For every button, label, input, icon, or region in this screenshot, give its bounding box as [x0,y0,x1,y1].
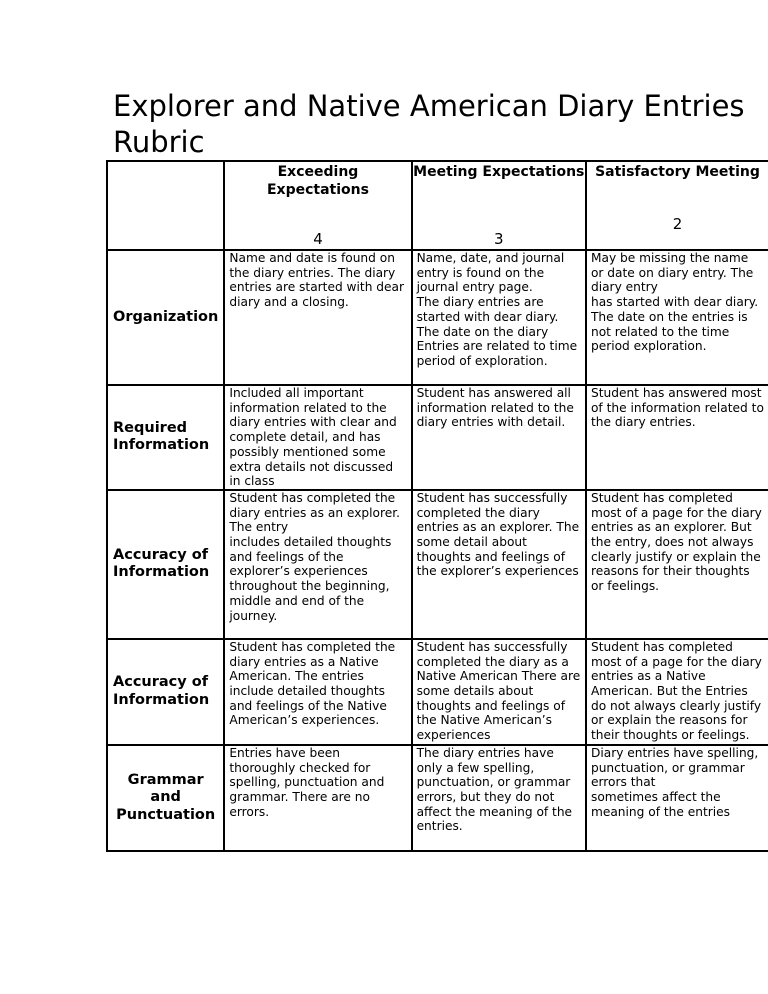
header-label: Meeting Expectations [413,164,585,180]
header-satisfactory [586,161,768,250]
table-row [107,250,768,385]
rubric-cell: Included all important information related to the diary entries with clear and complete detail, and has possibly mentioned some extra details not discussed in class [224,385,411,490]
rubric-cell: Student has answered most of the information related to the diary entries. [586,385,768,490]
header-score: 2 [672,215,683,233]
rubric-table [106,160,768,852]
table-row [107,639,768,745]
rubric-cell: Student has completed the diary entries as an explorer. The entry includes detailed thoughts and feelings of the explorer’s experiences throughout the beginning, middle and end of the journey. [224,490,411,639]
row-category: Accuracy of Information [107,639,224,745]
row-category: Accuracy of Information [107,490,224,639]
header-row [107,161,768,250]
rubric-cell: The diary entries have only a few spelling, punctuation, or grammar errors, but they do not affect the meaning of the entries. [412,745,586,851]
row-category: Grammar and Punctuation [107,745,224,851]
rubric-cell: Student has completed most of a page for the diary entries as a Native American. But the Entries do not always clearly justify or explain the reasons for their thoughts or feelings. [586,639,768,745]
rubric-cell: Name, date, and journal entry is found on the journal entry page. The diary entries are started with dear diary. The date on the diary Entries are related to time period of exploration. [412,250,586,385]
rubric-cell: Entries have been thoroughly checked for spelling, punctuation and grammar. There are no errors. [224,745,411,851]
rubric-cell: Student has answered all information related to the diary entries with detail. [412,385,586,490]
rubric-cell: Student has completed most of a page for the diary entries as an explorer. But the entry, does not always clearly justify or explain the reasons for their thoughts or feelings. [586,490,768,639]
header-meeting [412,161,586,250]
rubric-cell: Student has completed the diary entries as a Native American. The entries include detailed thoughts and feelings of the Native American’s experiences. [224,639,411,745]
table-row [107,490,768,639]
document-title: Explorer and Native American Diary Entries Rubric [113,89,745,159]
table-row [107,385,768,490]
rubric-cell: Diary entries have spelling, punctuation, or grammar errors that sometimes affect the meaning of the entries [586,745,768,851]
header-exceeding [224,161,411,250]
header-label: Satisfactory Meeting [595,164,760,180]
header-corner-cell [107,161,224,250]
rubric-cell: May be missing the name or date on diary entry. The diary entry has started with dear diary. The date on the entries is not related to the time period exploration. [586,250,768,385]
header-score: 4 [313,230,323,248]
row-category: Organization [107,250,224,385]
row-category: Required Information [107,385,224,490]
rubric-cell: Name and date is found on the diary entries. The diary entries are started with dear diary and a closing. [224,250,411,385]
rubric-cell: Student has successfully completed the diary entries as an explorer. The some detail about thoughts and feelings of the explorer’s experiences [412,490,586,639]
table-row [107,745,768,851]
header-score: 3 [493,230,504,248]
header-label: Exceeding Expectations [266,164,369,198]
rubric-cell: Student has successfully completed the diary as a Native American There are some details about thoughts and feelings of the Native American’s experiences [412,639,586,745]
